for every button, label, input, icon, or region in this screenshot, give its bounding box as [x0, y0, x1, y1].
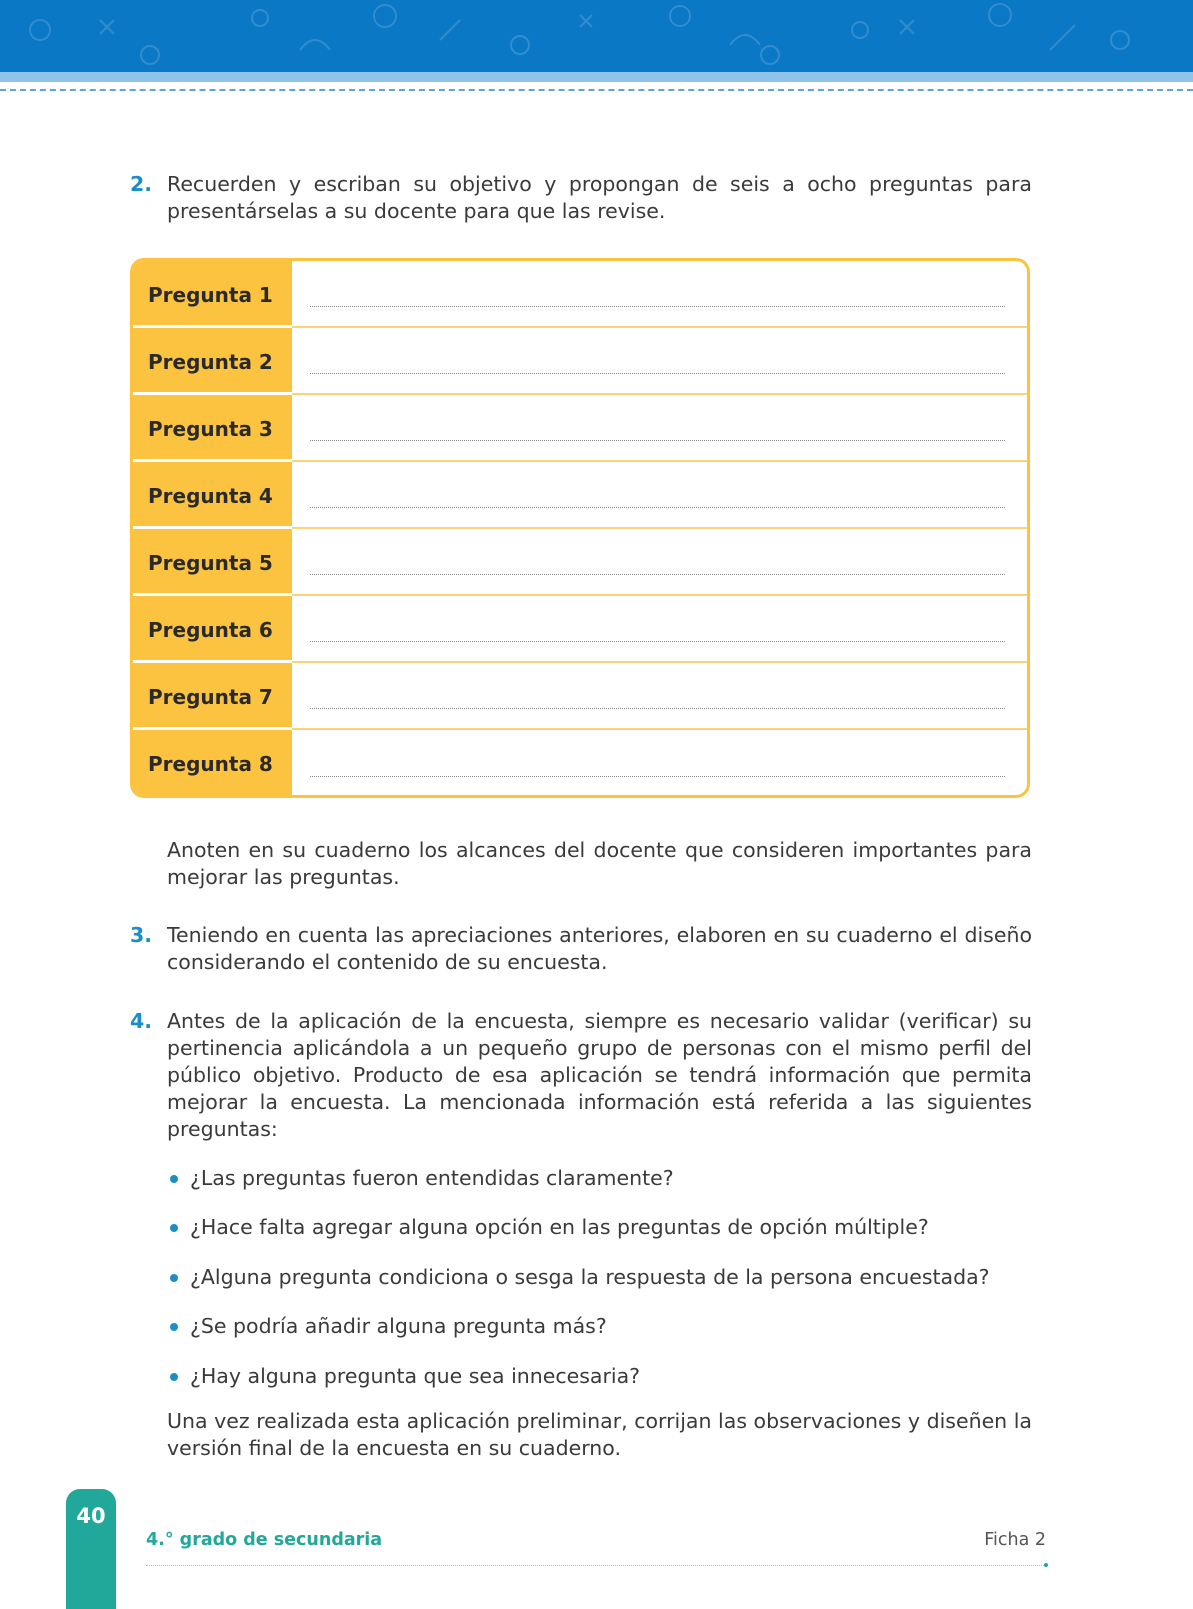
answer-line[interactable]: [310, 373, 1005, 374]
note-paragraph: Anoten en su cuaderno los alcances del docente que consideren importantes para mejorar las preguntas.: [167, 838, 1032, 889]
page-number: 40: [76, 1504, 106, 1528]
closing-paragraph: Una vez realizada esta aplicación preliminar, corrijan las observaciones y diseñen la versión final de la encuesta en su cuaderno.: [167, 1409, 1032, 1460]
bullet-text: ¿Hay alguna pregunta que sea innecesaria?: [190, 1364, 641, 1388]
bullet-dot-icon: [170, 1323, 178, 1331]
header-dashed-divider: [0, 89, 1193, 91]
activity-item-3: [130, 922, 1032, 976]
header-banner: [0, 0, 1193, 72]
bullet-text: ¿Hace falta agregar alguna opción en las preguntas de opción múltiple?: [190, 1215, 929, 1239]
answer-line[interactable]: [310, 574, 1005, 575]
question-label: Pregunta 4: [133, 462, 292, 529]
activity-item-2: [130, 171, 1032, 225]
question-row: [133, 395, 1027, 462]
question-label: Pregunta 3: [133, 395, 292, 462]
answer-line[interactable]: [310, 776, 1005, 777]
item-text: Teniendo en cuenta las apreciaciones anteriores, elaboren en su cuaderno el diseño considerando el contenido de su encuesta.: [167, 923, 1032, 974]
item-text: Antes de la aplicación de la encuesta, siempre es necesario validar (verificar) su pertinencia aplicándola a un pequeño grupo de personas con el mismo perfil del público objetivo. Producto de esa aplicación se tendrá información que permita mejorar la encuesta. La mencionada información está referida a las siguientes preguntas:: [167, 1009, 1032, 1141]
item-number: 3.: [130, 923, 153, 947]
question-label: Pregunta 6: [133, 596, 292, 663]
answer-line[interactable]: [310, 306, 1005, 307]
question-row: [133, 462, 1027, 529]
question-row: [133, 529, 1027, 596]
question-row: [133, 596, 1027, 663]
footer-divider: [146, 1565, 1046, 1566]
bullet-item: [168, 1214, 1038, 1241]
answer-line[interactable]: [310, 641, 1005, 642]
bullet-item: [168, 1165, 1038, 1192]
bullet-text: ¿Las preguntas fueron entendidas claramente?: [190, 1166, 674, 1190]
question-label: Pregunta 1: [133, 261, 292, 328]
activity-item-4: [130, 1008, 1032, 1143]
footer-grade: 4.° grado de secundaria: [146, 1530, 383, 1550]
question-row: [133, 328, 1027, 395]
answer-line[interactable]: [310, 708, 1005, 709]
page-number-tab: [66, 1489, 116, 1609]
footer-ficha: Ficha 2: [984, 1530, 1046, 1550]
bullet-text: ¿Se podría añadir alguna pregunta más?: [190, 1314, 607, 1338]
bullet-text: ¿Alguna pregunta condiciona o sesga la respuesta de la persona encuestada?: [190, 1265, 990, 1289]
answer-line[interactable]: [310, 507, 1005, 508]
bullet-item: [168, 1363, 1038, 1390]
question-label: Pregunta 5: [133, 529, 292, 596]
bullet-dot-icon: [170, 1175, 178, 1183]
item-text: Recuerden y escriban su objetivo y propongan de seis a ocho preguntas para presentárselas a su docente para que las revise.: [167, 172, 1032, 223]
doodle-pattern-icon: [0, 0, 1193, 72]
question-row: [133, 261, 1027, 328]
bullet-dot-icon: [170, 1224, 178, 1232]
questions-table: [130, 258, 1030, 798]
bullet-item: [168, 1313, 1038, 1340]
question-label: Pregunta 2: [133, 328, 292, 395]
footer-dot-icon: [1044, 1563, 1048, 1567]
bullet-dot-icon: [170, 1274, 178, 1282]
bullet-dot-icon: [170, 1373, 178, 1381]
answer-line[interactable]: [310, 440, 1005, 441]
bullet-item: [168, 1264, 1038, 1291]
header-strip: [0, 72, 1193, 82]
question-row: [133, 730, 1027, 798]
question-label: Pregunta 7: [133, 663, 292, 730]
item-number: 2.: [130, 172, 153, 196]
item-number: 4.: [130, 1009, 153, 1033]
question-row: [133, 663, 1027, 730]
question-label: Pregunta 8: [133, 730, 292, 798]
